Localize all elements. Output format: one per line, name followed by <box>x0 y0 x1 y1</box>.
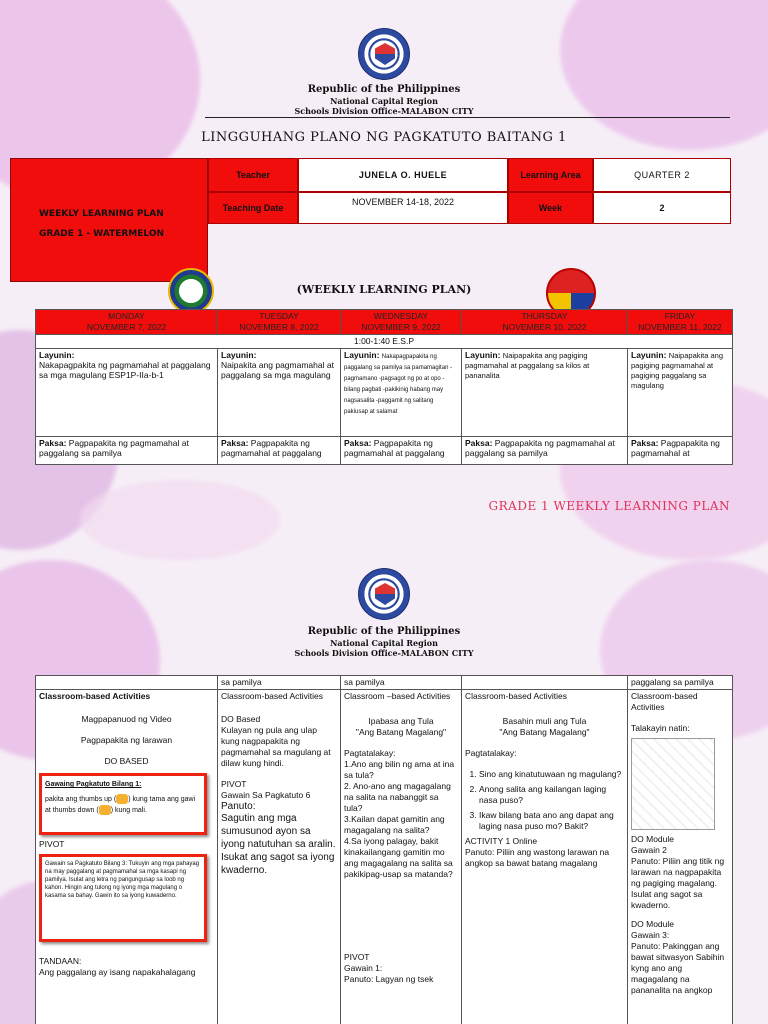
grade-section-label: GRADE 1 - WATERMELON <box>39 229 165 239</box>
day-header-thursday: THURSDAY NOVEMBER 10, 2022 <box>462 310 628 335</box>
page-title: LINGGUHANG PLANO NG PAGKATUTO BAITANG 1 <box>201 130 567 145</box>
thumbs-up-icon <box>116 794 128 804</box>
activities-wednesday: Classroom –based Activities Ipabasa ang Tula "Ang Batang Magalang" Pagtatalakay: 1.Ano ang bilin ng ama at ina sa tula? 2. Ano-ano ang magagalang na salita na nabanggit sa tula? 3.Kailan dapat gamitin ang magagalang na salita? 4.Sa iyong palagay, bakit kinakailangang gamitin mo ang magagalang na salita sa pakikipag-usap sa matanda? PIVOT Gawain 1: Panuto: Lagyan ng tsek <box>341 690 462 1024</box>
activity-illustration <box>631 738 715 830</box>
paksa-tuesday: Paksa: Pagpapakita ng pagmamahal at paggalang <box>218 437 341 465</box>
header-republic: Republic of the Philippines <box>307 626 461 637</box>
weekly-plan-box <box>10 158 208 282</box>
header-division: Schools Division Office-MALABON CITY <box>294 648 474 658</box>
header-region: National Capital Region <box>330 96 438 106</box>
continuation-friday: paggalang sa pamilya <box>628 676 733 690</box>
activities-thursday: Classroom-based Activities Basahin muli ang Tula "Ang Batang Magalang" Pagtatalakay: 1. Sino ang kinatutuwaan ng magulang? 2. Anong salita ang kailangan laging nasa puso? 3. Ikaw bilang bata ano ang dapat ang laging nasa puso mo? Bakit? ACTIVITY 1 Online Panuto: Piliin ang wastong larawan na angkop sa bawat batang magalang <box>462 690 628 1024</box>
header-division: Schools Division Office-MALABON CITY <box>294 106 474 116</box>
activities-row <box>36 690 733 1024</box>
time-subject: 1:00-1:40 E.S.P <box>36 335 733 349</box>
day-header-tuesday: TUESDAY NOVEMBER 8, 2022 <box>218 310 341 335</box>
layunin-friday: Layunin: Naipapakita ang pagiging pagmamahal at pagiging paggalang sa magulang <box>628 349 733 437</box>
header-rule <box>205 117 730 118</box>
layunin-wednesday: Layunin: Nakapagpapakita ng paggalang sa pamilya sa pamamagitan -pagmamano -pagsagot ng po at opo -bilang pagbati -pakikinig habang may nagsasalita -paggamit ng salitang pakiusap at salamat <box>341 349 462 437</box>
layunin-monday: Layunin: Nakapagpakita ng pagmamahal at paggalang sa mga magulang ESP1P-IIa-b-1 <box>36 349 218 437</box>
continuation-monday <box>36 676 218 690</box>
teacher-label: Teacher <box>208 158 298 192</box>
paksa-monday: Paksa: Pagpapakita ng pagmamahal at paggalang sa pamilya <box>36 437 218 465</box>
teacher-value: JUNELA O. HUELE <box>298 158 508 192</box>
question-item: 1. Sino ang kinatutuwaan ng magulang? <box>479 769 624 780</box>
info-grid <box>208 158 731 224</box>
learning-area-value: QUARTER 2 <box>593 158 731 192</box>
page-two <box>0 540 768 1024</box>
layunin-row <box>36 349 733 437</box>
day-header-monday: MONDAY NOVEMBER 7, 2022 <box>36 310 218 335</box>
week-value: 2 <box>593 192 731 224</box>
continuation-wednesday: sa pamilya <box>341 676 462 690</box>
thumbs-down-icon <box>99 805 111 815</box>
week-label: Week <box>508 192 593 224</box>
deped-seal-icon <box>358 28 410 80</box>
question-item: 2. Anong salita ang kailangan laging nasa puso? <box>479 784 624 806</box>
deped-seal-icon <box>358 568 410 620</box>
teaching-date-label: Teaching Date <box>208 192 298 224</box>
paksa-thursday: Paksa: Pagpapakita ng pagmamahal at paggalang sa pamilya <box>462 437 628 465</box>
days-header-row <box>36 310 733 335</box>
paksa-friday: Paksa: Pagpapakita ng pagmamahal at <box>628 437 733 465</box>
weekly-plan-title: (WEEKLY LEARNING PLAN) <box>296 283 472 296</box>
learning-area-label: Learning Area <box>508 158 593 192</box>
activities-tuesday: Classroom-based Activities DO Based Kulayan ng pula ang ulap kung nagpapakita ng pagmamahal sa magulang at dilaw kung hindi. PIVOT Gawain Sa Pagkatuto 6 Panuto: Sagutin ang mga sumusunod ayon sa iyong natutuhan sa aralin. Isukat ang sagot sa iyong kwaderno. <box>218 690 341 1024</box>
gawain-pivot-image: Gawain sa Pagkatuto Bilang 3: Tukuyin ang mga pahayag na may paggalang at pagmamahal sa mga kasapi ng pamilya. Isulat ang letra ng pangungusap sa loob ng kahon. Hingin ang tulong ng iyong mga magulang o kasama sa bahay. Gawin ito sa iyong kuwaderno. <box>39 854 207 942</box>
header-region: National Capital Region <box>330 638 438 648</box>
day-header-wednesday: WEDNESDAY NOVEMBER 9, 2022 <box>341 310 462 335</box>
activities-table <box>35 675 733 1024</box>
layunin-tuesday: Layunin: Naipakita ang pagmamahal at paggalang sa mga magulang <box>218 349 341 437</box>
teaching-date-value: NOVEMBER 14-18, 2022 <box>298 192 508 224</box>
daily-plan-table <box>35 309 733 465</box>
activities-monday: Classroom-based Activities Magpapanuod ng Video Pagpapakita ng larawan DO BASED Gawaing Pagkatuto Bilang 1: pakita ang thumbs up ( ) kung tama ang gawi at thumbs down ( ) kung mali. PIVOT Gawain sa Pagkatuto Bilang 3: Tukuyin ang mga pahayag na may paggalang at pagmamahal sa mga kasapi ng pamilya. Isulat ang letra ng pangungusap sa loob ng kahon. Hingin ang tulong ng iyong mga magulang o kasama sa bahay. Gawin ito sa iyong kuwaderno. TANDAAN: Ang paggalang ay isang napakahalagang <box>36 690 218 1024</box>
paksa-wednesday: Paksa: Pagpapakita ng pagmamahal at paggalang <box>341 437 462 465</box>
continuation-tuesday: sa pamilya <box>218 676 341 690</box>
weekly-plan-label: WEEKLY LEARNING PLAN <box>39 209 164 219</box>
grade-weekly-plan-label: GRADE 1 WEEKLY LEARNING PLAN <box>488 499 730 513</box>
activities-friday: Classroom-based Activities Talakayin natin: DO Module Gawain 2 Panuto: Piliin ang titik ng larawan na nagpapakita ng pagiging magalang. Isulat ang sagot sa kwaderno. DO Module Gawain 3: Panuto: Pakinggan ang bawat sitwasyon Sabihin kyng ano ang magagalang na pananalita na angkop <box>628 690 733 1024</box>
header-republic: Republic of the Philippines <box>307 84 461 95</box>
gawain-pagkatuto-image: Gawaing Pagkatuto Bilang 1: pakita ang thumbs up ( ) kung tama ang gawi at thumbs down ( ) kung mali. <box>39 773 207 835</box>
continuation-row <box>36 676 733 690</box>
time-row <box>36 335 733 349</box>
question-item: 3. Ikaw bilang bata ano ang dapat ang laging nasa puso mo? Bakit? <box>479 810 624 832</box>
layunin-thursday: Layunin: Naipapakita ang pagiging pagmamahal at paggalang sa kilos at pananalita <box>462 349 628 437</box>
continuation-thursday <box>462 676 628 690</box>
day-header-friday: FRIDAY NOVEMBER 11, 2022 <box>628 310 733 335</box>
paksa-row <box>36 437 733 465</box>
